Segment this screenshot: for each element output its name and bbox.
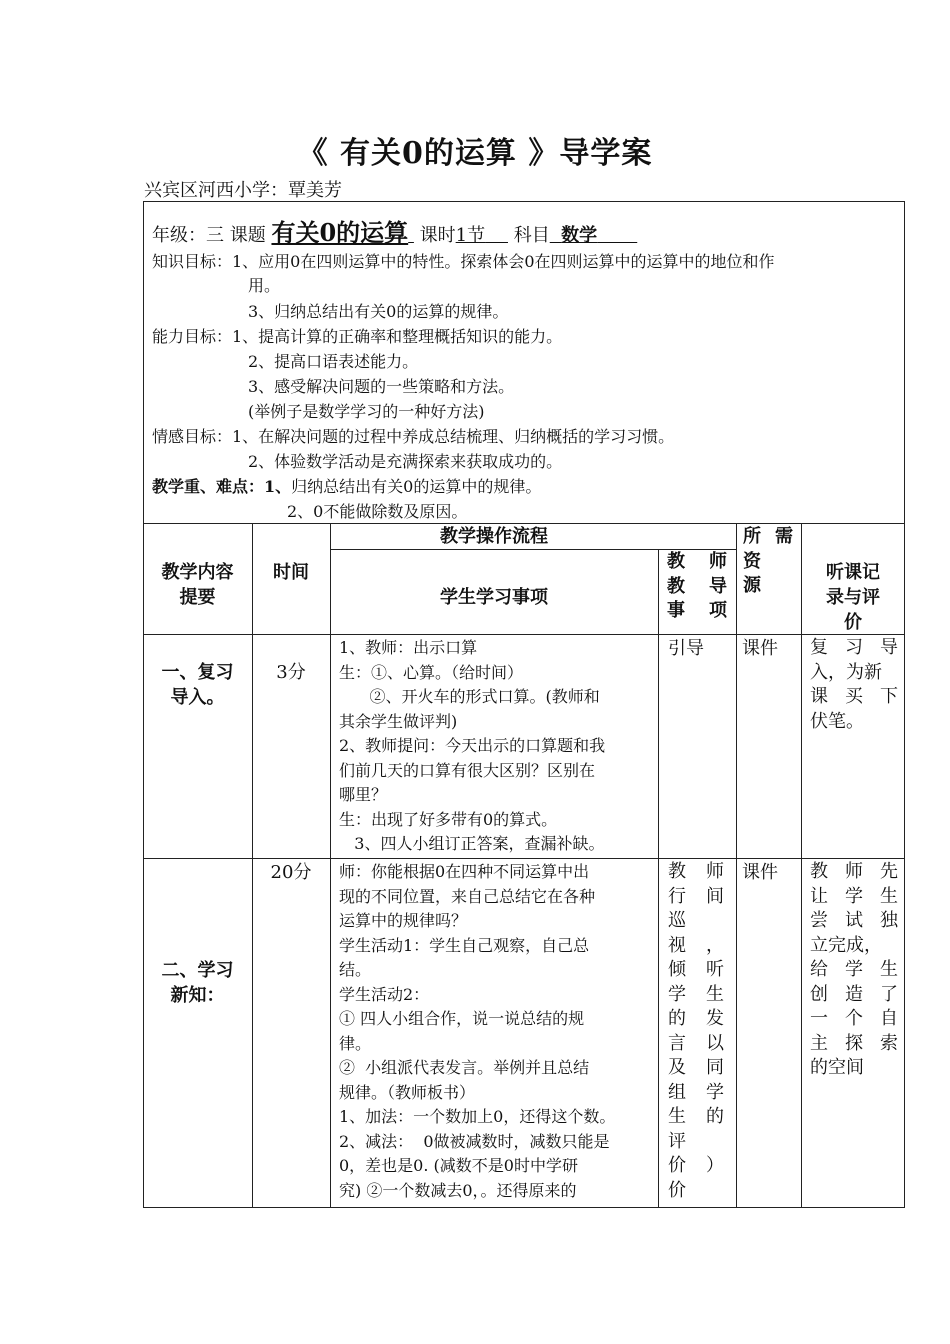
- row1-content: [143, 660, 252, 710]
- char: 的: [706, 1106, 724, 1127]
- char: 立完成，: [810, 934, 882, 956]
- header-eval-line: 听课记: [826, 562, 880, 583]
- char: ，: [706, 934, 724, 956]
- char: 言: [668, 1032, 686, 1054]
- char: 导: [880, 637, 898, 658]
- char: 生: [880, 885, 898, 907]
- char: 让: [810, 885, 828, 907]
- char: 课: [810, 686, 828, 707]
- ability-goal-note: (举例子是数学学习的一种好方法): [248, 402, 485, 421]
- char: 教: [668, 861, 686, 882]
- key-point-2: 2、0不能做除数及原因。: [287, 502, 468, 521]
- ability-goal-2: 2、提高口语表述能力。: [248, 352, 419, 371]
- char: 给: [810, 959, 828, 980]
- header-eval-line: 价: [844, 612, 862, 633]
- char: 组: [668, 1081, 686, 1103]
- char: 巡: [668, 910, 686, 931]
- process-line: 生：①、心算。（给时间）: [339, 662, 524, 682]
- char: 先: [880, 861, 898, 882]
- row2-teacher: [668, 860, 724, 1203]
- process-line: 3、四人小组订正答案，查漏补缺。: [339, 834, 605, 853]
- ability-goal-3: 3、感受解决问题的一些策略和方法。: [248, 377, 515, 396]
- document-title: 《 有关0的运算 》导学案: [297, 136, 653, 171]
- topic-value: 有关0的运算: [271, 218, 409, 247]
- char: 同: [706, 1057, 724, 1078]
- knowledge-goal-1-cont: 用。: [248, 276, 281, 295]
- char: 习: [845, 637, 863, 658]
- header-content: [143, 560, 252, 610]
- key-points: [152, 475, 541, 499]
- char: ）: [706, 1155, 724, 1176]
- header-eval: [801, 560, 905, 635]
- col-divider-4: [736, 523, 737, 1208]
- header-flow: 教学操作流程: [440, 526, 548, 547]
- header-time: 时间: [273, 562, 309, 583]
- process-line: 2、减法： 0做被减数时，减数只能是: [339, 1131, 610, 1151]
- char: 师: [709, 551, 727, 572]
- char: 以: [706, 1032, 724, 1054]
- char: 伏笔。: [810, 710, 864, 732]
- char: 教: [667, 551, 685, 572]
- char: 创: [810, 983, 828, 1005]
- row2-resource: 课件: [742, 862, 778, 883]
- row1-resource: 课件: [742, 638, 778, 659]
- grade-label: 年级：三 课题: [152, 225, 266, 246]
- emotion-goal-2: 2、体验数学活动是充满探索来获取成功的。: [248, 452, 563, 471]
- row2-process: [339, 860, 615, 1203]
- process-line: 生：出现了好多带有0的算式。: [339, 809, 558, 829]
- subject-label: 科目: [513, 225, 550, 246]
- char: 造: [845, 983, 863, 1005]
- emotion-goal-1: 情感目标：1、在解决问题的过程中养成总结梳理、归纳概括的学习习惯。: [152, 427, 675, 446]
- author-line: 兴宾区河西小学：覃美芳: [144, 180, 342, 201]
- char: 行: [668, 885, 686, 907]
- char: 视: [668, 934, 686, 956]
- process-line: 哪里？: [339, 785, 388, 804]
- knowledge-goal-1: 知识目标：1、应用0在四则运算中的特性。探索体会0在四则运算中的运算中的地位和作: [152, 252, 775, 271]
- char: 间: [706, 885, 724, 907]
- row2-content: [143, 958, 252, 1008]
- char: 项: [709, 600, 727, 621]
- char: 教: [810, 861, 828, 882]
- char: 评: [668, 1130, 686, 1152]
- col-divider-2: [330, 523, 331, 1208]
- header-content-line: 教学内容: [161, 562, 234, 583]
- row1-content-line: 导入。: [170, 687, 225, 708]
- process-line: 结。: [339, 960, 372, 979]
- char: 学: [668, 983, 686, 1005]
- subject-value: 数学: [561, 225, 598, 246]
- char: 倾: [668, 959, 686, 980]
- char: 入，为新: [810, 661, 882, 683]
- process-line: 规律。（教师板书）: [339, 1082, 476, 1102]
- process-line: 2、教师提问：今天出示的口算题和我: [339, 736, 606, 755]
- process-line: 0，差也是0. (减数不是0时中学研: [339, 1156, 578, 1175]
- char: 教: [667, 575, 685, 597]
- char: 复: [810, 637, 828, 658]
- char: 需: [775, 526, 793, 547]
- char: 的空间: [810, 1057, 864, 1078]
- header-bottom-border: [143, 634, 905, 635]
- process-line: ① 四人小组合作，说一说总结的规: [339, 1009, 585, 1028]
- char: 源: [743, 575, 761, 596]
- knowledge-goal-3: 3、归纳总结出有关0的运算的规律。: [248, 302, 509, 321]
- row2-content-line: 新知：: [170, 985, 225, 1006]
- header-eval-line: 录与评: [826, 587, 880, 608]
- col-divider-3: [658, 549, 659, 1208]
- char: 生: [706, 983, 724, 1005]
- char: 师: [706, 861, 724, 882]
- char: 资: [743, 550, 761, 572]
- period-value: 1节: [455, 225, 486, 246]
- char: 了: [880, 983, 898, 1005]
- header-teacher: [667, 550, 727, 624]
- process-line: 师：你能根据0在四种不同运算中出: [339, 862, 590, 881]
- ability-goal-1: 能力目标：1、提高计算的正确率和整理概括知识的能力。: [152, 327, 563, 346]
- process-line: 究) ②一个数减去0，。还得原来的: [339, 1180, 577, 1200]
- char: 学: [845, 959, 863, 980]
- process-line: 们前几天的口算有很大区别？区别在: [339, 760, 596, 780]
- char: 听: [706, 959, 724, 980]
- row1-eval: [810, 636, 898, 734]
- process-line: 1、教师：出示口算: [339, 638, 478, 657]
- char: 主: [810, 1032, 828, 1054]
- char: 价: [668, 1179, 686, 1201]
- char: 导: [709, 575, 727, 597]
- char: 个: [845, 1008, 863, 1029]
- char: 所: [743, 526, 761, 547]
- key-points-label: 教学重、难点：1、: [152, 477, 292, 496]
- char: 价: [668, 1155, 686, 1176]
- process-line: 学生活动1：学生自己观察，自己总: [339, 935, 590, 955]
- char: 及: [668, 1057, 686, 1078]
- char: 生: [668, 1106, 686, 1127]
- header-content-line: 提要: [179, 587, 216, 608]
- char: 一: [810, 1008, 828, 1029]
- row-divider: [143, 858, 905, 859]
- char: 下: [880, 686, 898, 707]
- row2-content-line: 二、学习: [161, 960, 234, 981]
- process-line: 学生活动2：: [339, 984, 430, 1004]
- header-resource: [743, 525, 793, 599]
- row1-content-line: 一、复习: [161, 662, 234, 683]
- char: 事: [667, 600, 685, 621]
- process-line: 现的不同位置，来自己总结它在各种: [339, 886, 596, 906]
- key-point-1: 归纳总结出有关0的运算中的规律。: [291, 477, 542, 496]
- char: 生: [880, 959, 898, 980]
- char: 学: [706, 1081, 724, 1103]
- char: 发: [706, 1008, 724, 1029]
- char: 独: [880, 910, 898, 931]
- row1-process: [339, 636, 605, 857]
- row2-time: 20分: [270, 862, 312, 883]
- row2-eval: [810, 860, 898, 1081]
- lesson-header: [152, 213, 637, 248]
- char: 探: [845, 1032, 863, 1054]
- period-label: 课时: [419, 225, 456, 246]
- char: 师: [845, 861, 863, 882]
- process-line: ②、开火车的形式口算。(教师和: [339, 687, 600, 706]
- char: 学: [845, 885, 863, 907]
- char: 的: [668, 1008, 686, 1029]
- char: 试: [845, 910, 863, 931]
- process-line: 运算中的规律吗？: [339, 911, 468, 930]
- char: 尝: [810, 910, 828, 931]
- header-student: 学生学习事项: [440, 587, 548, 608]
- char: 自: [880, 1008, 898, 1029]
- char: 买: [845, 686, 863, 707]
- process-line: 其余学生做评判): [339, 711, 458, 731]
- char: 索: [880, 1032, 898, 1054]
- process-line: 1、加法：一个数加上0，还得这个数。: [339, 1107, 616, 1126]
- process-line: 律。: [339, 1033, 372, 1053]
- row1-teacher: 引导: [668, 638, 704, 659]
- process-line: ② 小组派代表发言。举例并且总结: [339, 1058, 590, 1077]
- row1-time: 3分: [276, 662, 306, 683]
